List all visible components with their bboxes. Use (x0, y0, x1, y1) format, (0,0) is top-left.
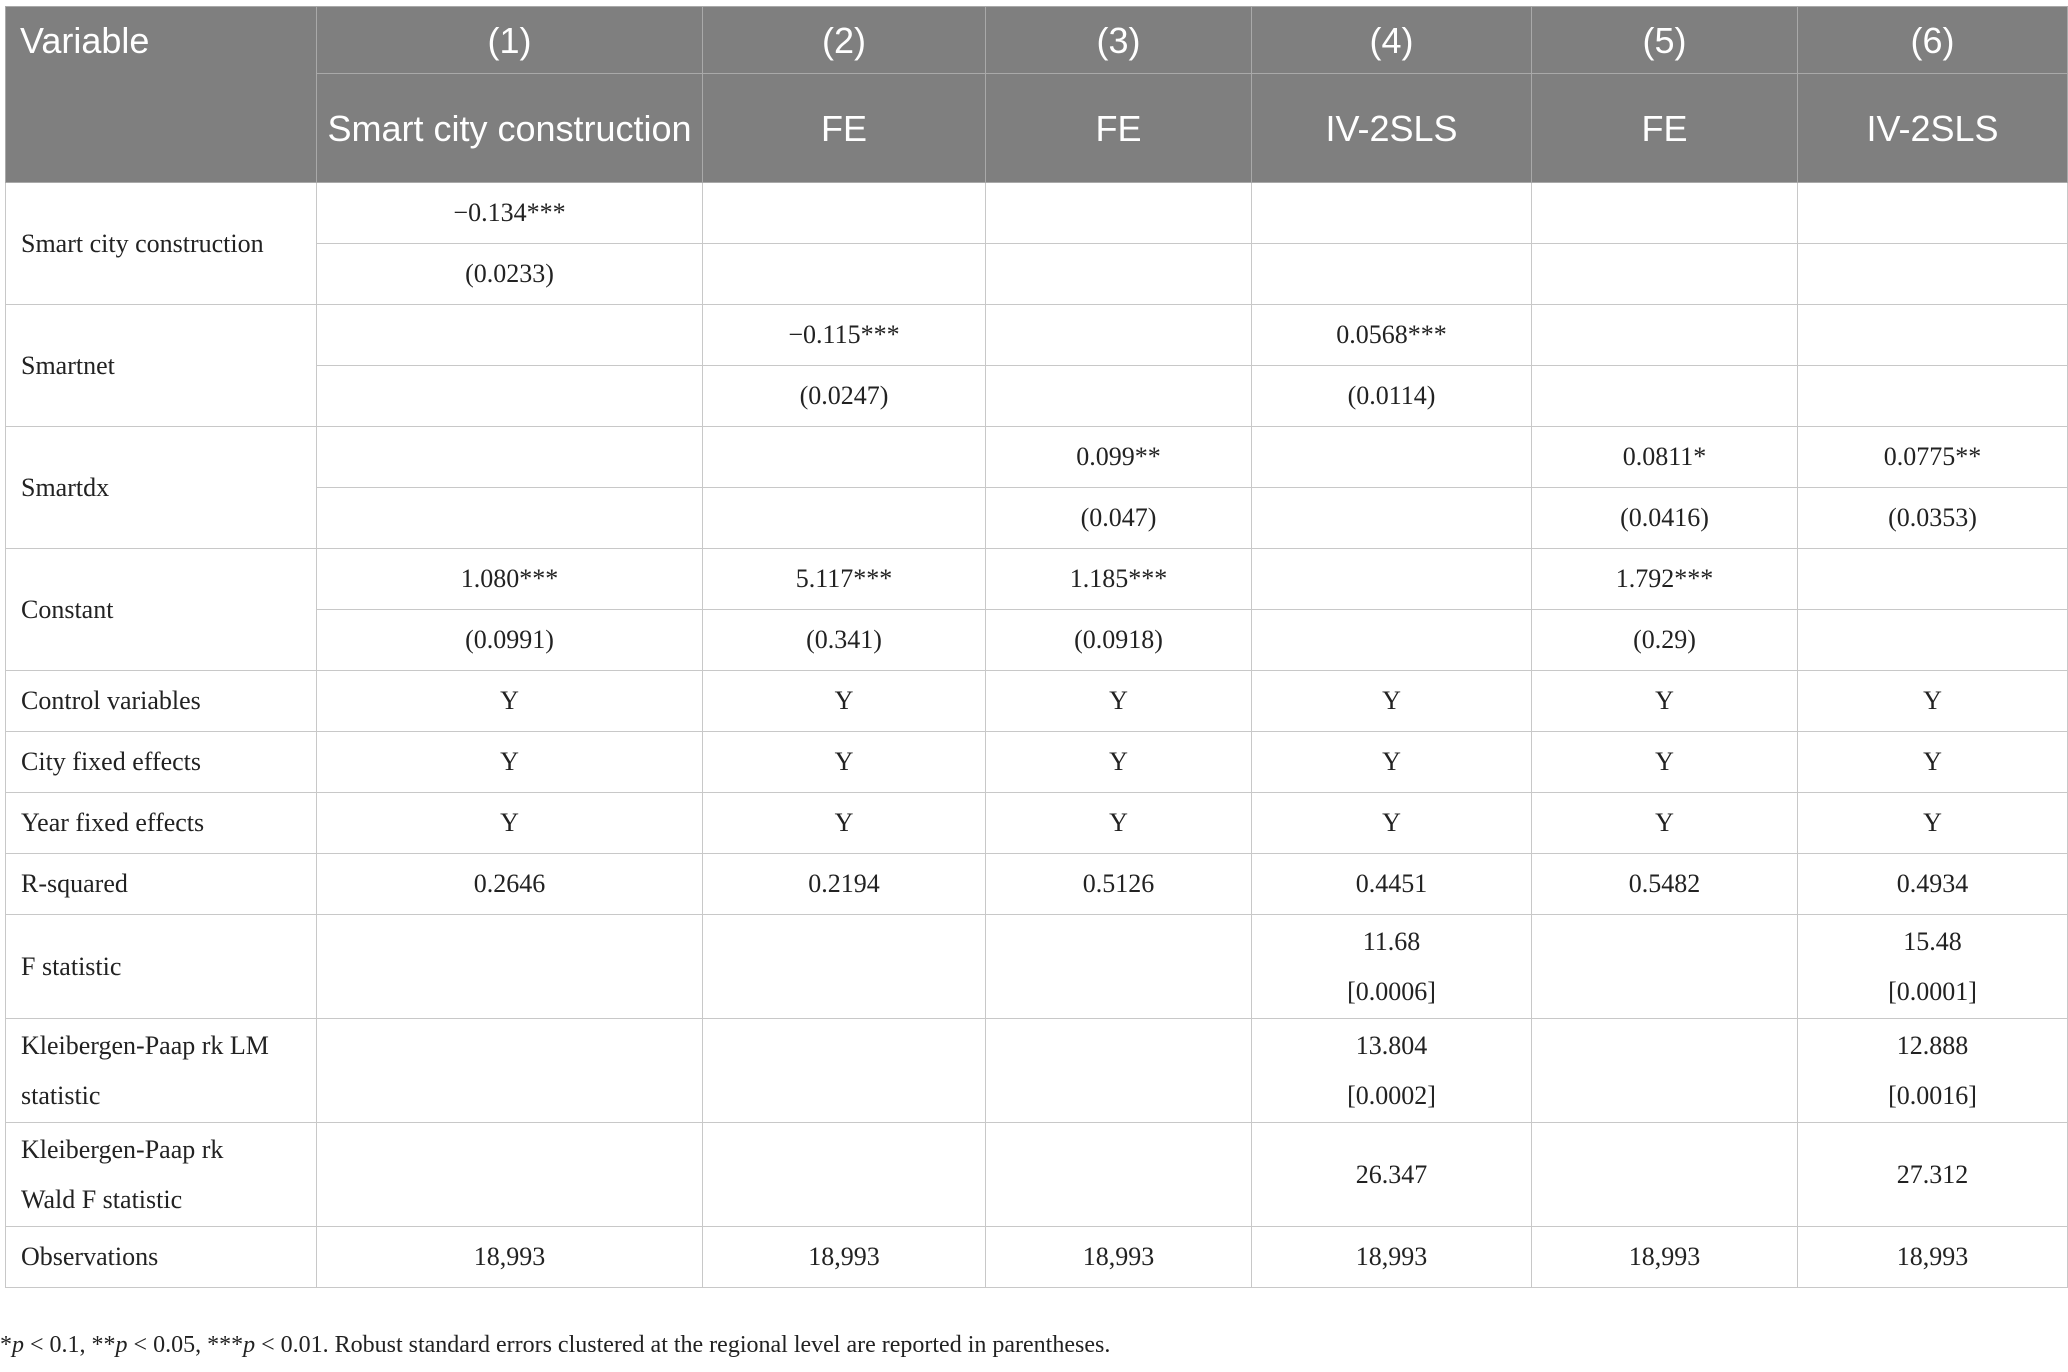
p-value: [0.0006] (1347, 976, 1436, 1006)
coef-cell (703, 183, 986, 244)
se-cell (1798, 610, 2068, 671)
footnote-p: p (243, 1332, 256, 1358)
row-label: Constant (6, 549, 317, 671)
footnote-star: * (0, 1332, 12, 1358)
se-cell (1252, 488, 1532, 549)
regression-table (5, 6, 2068, 1288)
coef-cell: 1.792*** (1532, 549, 1798, 610)
stat-cell (317, 915, 703, 1019)
value-cell: 18,993 (1252, 1227, 1532, 1288)
value-cell (703, 1123, 986, 1227)
value-cell: 0.4451 (1252, 854, 1532, 915)
se-cell (1798, 244, 2068, 305)
stat-cell (1798, 1019, 2068, 1123)
table-row (6, 915, 2068, 1019)
footnote-text: < 0.1, ** (24, 1332, 116, 1358)
value-cell: Y (1798, 732, 2068, 793)
value-cell: 18,993 (1798, 1227, 2068, 1288)
value-cell: Y (317, 793, 703, 854)
value-cell: Y (317, 732, 703, 793)
header-col-num: (5) (1532, 7, 1798, 74)
value-cell: 0.4934 (1798, 854, 2068, 915)
header-col-num: (4) (1252, 7, 1532, 74)
se-cell (986, 244, 1252, 305)
table-row-coef (6, 549, 2068, 610)
row-label-line: Kleibergen-Paap rk (21, 1134, 224, 1164)
coef-cell: −0.134*** (317, 183, 703, 244)
header-col-method: IV-2SLS (1252, 74, 1532, 183)
coef-cell: 0.0811* (1532, 427, 1798, 488)
row-label: Smartdx (6, 427, 317, 549)
footnote-p: p (12, 1332, 24, 1358)
se-cell: (0.341) (703, 610, 986, 671)
se-cell: (0.047) (986, 488, 1252, 549)
value-cell: 0.2646 (317, 854, 703, 915)
value-cell: Y (1252, 793, 1532, 854)
se-cell (1252, 610, 1532, 671)
se-cell (317, 488, 703, 549)
se-cell (703, 244, 986, 305)
stat-value: 12.888 (1896, 1030, 1969, 1060)
p-value: [0.0001] (1888, 976, 1977, 1006)
se-cell: (0.0233) (317, 244, 703, 305)
row-label: F statistic (6, 915, 317, 1019)
se-cell: (0.29) (1532, 610, 1798, 671)
value-cell: Y (703, 793, 986, 854)
stat-cell (1532, 915, 1798, 1019)
coef-cell: −0.115*** (703, 305, 986, 366)
coef-cell (1252, 427, 1532, 488)
stat-cell (317, 1019, 703, 1123)
header-col-method: Smart city construction (317, 74, 703, 183)
se-cell (986, 366, 1252, 427)
coef-cell (1532, 305, 1798, 366)
value-cell (1532, 1123, 1798, 1227)
stat-cell (703, 915, 986, 1019)
coef-cell (317, 427, 703, 488)
row-label (6, 1123, 317, 1227)
se-cell (317, 366, 703, 427)
header-col-num: (6) (1798, 7, 2068, 74)
stat-value: 15.48 (1903, 926, 1962, 956)
value-cell: 0.5126 (986, 854, 1252, 915)
p-value: [0.0016] (1888, 1080, 1977, 1110)
table-row (6, 793, 2068, 854)
row-label-line: Wald F statistic (21, 1184, 183, 1214)
table-row-coef (6, 183, 2068, 244)
header-col-method: FE (703, 74, 986, 183)
value-cell: Y (1252, 732, 1532, 793)
se-cell (1252, 244, 1532, 305)
header-variable: Variable (6, 7, 317, 183)
header-col-num: (2) (703, 7, 986, 74)
se-cell: (0.0416) (1532, 488, 1798, 549)
p-value: [0.0002] (1347, 1080, 1436, 1110)
table-row-coef (6, 305, 2068, 366)
value-cell (317, 1123, 703, 1227)
row-label: Observations (6, 1227, 317, 1288)
se-cell: (0.0114) (1252, 366, 1532, 427)
value-cell: 26.347 (1252, 1123, 1532, 1227)
se-cell: (0.0918) (986, 610, 1252, 671)
se-cell (1532, 366, 1798, 427)
coef-cell (1532, 183, 1798, 244)
table-header (6, 7, 2068, 183)
table-row-coef (6, 427, 2068, 488)
value-cell: Y (317, 671, 703, 732)
value-cell: Y (703, 732, 986, 793)
value-cell: 27.312 (1798, 1123, 2068, 1227)
header-col-num: (3) (986, 7, 1252, 74)
coef-cell (1798, 305, 2068, 366)
value-cell: Y (1252, 671, 1532, 732)
value-cell: Y (703, 671, 986, 732)
value-cell: Y (1798, 793, 2068, 854)
stat-cell (1798, 915, 2068, 1019)
value-cell: 18,993 (1532, 1227, 1798, 1288)
se-cell: (0.0991) (317, 610, 703, 671)
coef-cell: 0.0568*** (1252, 305, 1532, 366)
table-row (6, 671, 2068, 732)
value-cell: Y (1532, 671, 1798, 732)
stat-value: 11.68 (1362, 926, 1421, 956)
footnote-text: < 0.01. Robust standard errors clustered at the regional level are reported in parentheses. (255, 1332, 1111, 1358)
header-col-method: FE (986, 74, 1252, 183)
coef-cell: 1.185*** (986, 549, 1252, 610)
stat-cell (1252, 1019, 1532, 1123)
row-label-line: statistic (21, 1080, 101, 1110)
header-col-num: (1) (317, 7, 703, 74)
coef-cell (1798, 549, 2068, 610)
row-label (6, 1019, 317, 1123)
value-cell: 18,993 (317, 1227, 703, 1288)
row-label: Year fixed effects (6, 793, 317, 854)
value-cell: Y (986, 732, 1252, 793)
row-label: Smartnet (6, 305, 317, 427)
se-cell (1798, 366, 2068, 427)
footnote-p: p (115, 1332, 128, 1358)
table-row (6, 854, 2068, 915)
se-cell: (0.0353) (1798, 488, 2068, 549)
stat-cell (1532, 1019, 1798, 1123)
coef-cell (1798, 183, 2068, 244)
value-cell: 0.2194 (703, 854, 986, 915)
coef-cell (703, 427, 986, 488)
stat-value: 13.804 (1355, 1030, 1428, 1060)
value-cell: Y (1532, 732, 1798, 793)
row-label-line: Kleibergen-Paap rk LM (21, 1030, 269, 1060)
row-label: Smart city construction (6, 183, 317, 305)
row-label: City fixed effects (6, 732, 317, 793)
table-row (6, 1019, 2068, 1123)
coef-cell (986, 183, 1252, 244)
row-label: R-squared (6, 854, 317, 915)
se-cell: (0.0247) (703, 366, 986, 427)
table-row (6, 732, 2068, 793)
row-label: Control variables (6, 671, 317, 732)
stat-cell (703, 1019, 986, 1123)
coef-cell (986, 305, 1252, 366)
coef-cell (1252, 549, 1532, 610)
coef-cell (1252, 183, 1532, 244)
table-footnote (0, 1332, 2060, 1359)
value-cell: Y (986, 671, 1252, 732)
coef-cell (317, 305, 703, 366)
footnote-text: < 0.05, *** (127, 1332, 244, 1358)
value-cell: Y (986, 793, 1252, 854)
table-row (6, 1123, 2068, 1227)
stat-cell (1252, 915, 1532, 1019)
table-row (6, 1227, 2068, 1288)
value-cell: 18,993 (703, 1227, 986, 1288)
se-cell (703, 488, 986, 549)
value-cell: 0.5482 (1532, 854, 1798, 915)
header-col-method: IV-2SLS (1798, 74, 2068, 183)
header-row-numbers (6, 7, 2068, 74)
coef-cell: 5.117*** (703, 549, 986, 610)
stat-cell (986, 915, 1252, 1019)
value-cell: Y (1798, 671, 2068, 732)
stat-cell (986, 1019, 1252, 1123)
coef-cell: 0.099** (986, 427, 1252, 488)
value-cell: 18,993 (986, 1227, 1252, 1288)
coef-cell: 0.0775** (1798, 427, 2068, 488)
se-cell (1532, 244, 1798, 305)
header-col-method: FE (1532, 74, 1798, 183)
coef-cell: 1.080*** (317, 549, 703, 610)
table-body (6, 183, 2068, 1288)
value-cell: Y (1532, 793, 1798, 854)
value-cell (986, 1123, 1252, 1227)
